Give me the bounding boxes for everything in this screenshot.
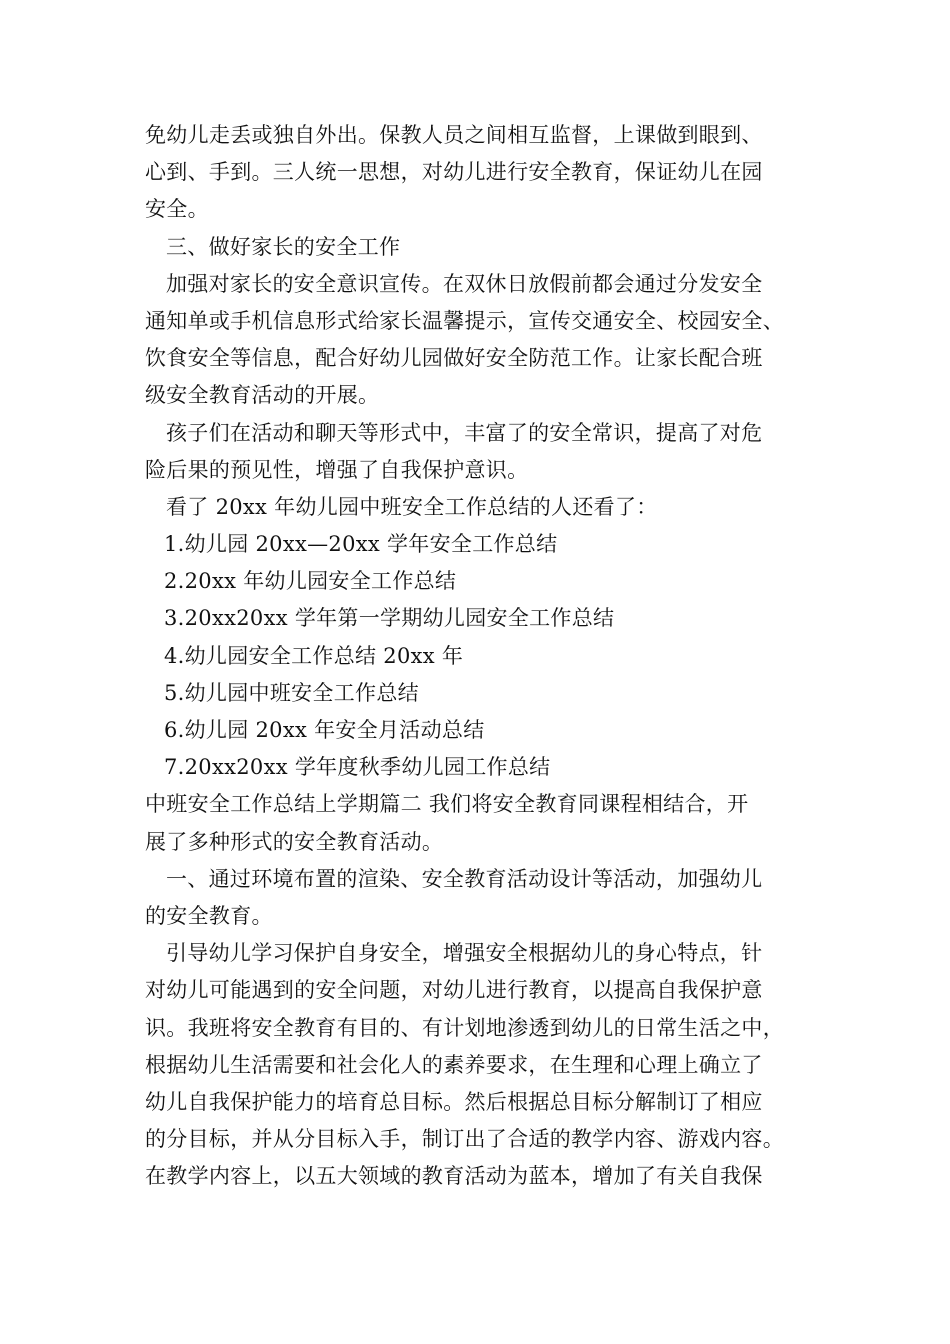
related-link: 5.幼儿园中班安全工作总结 [164, 680, 419, 705]
paragraph-line: 饮食安全等信息，配合好幼儿园做好安全防范工作。让家长配合班 [145, 346, 763, 371]
paragraph-line: 免幼儿走丢或独自外出。保教人员之间相互监督，上课做到眼到、 [145, 123, 763, 147]
paragraph-line: 安全。 [145, 197, 209, 222]
related-link: 2.20xx 年幼儿园安全工作总结 [164, 569, 457, 594]
paragraph-line: 的分目标，并从分目标入手，制订出了合适的教学内容、游戏内容。 [145, 1127, 784, 1152]
paragraph-line: 根据幼儿生活需要和社会化人的素养要求，在生理和心理上确立了 [145, 1052, 763, 1077]
related-link: 6.幼儿园 20xx 年安全月活动总结 [164, 718, 485, 742]
paragraph-line: 识。我班将安全教育有目的、有计划地渗透到幼儿的日常生活之中， [145, 1015, 784, 1040]
paragraph-line: 对幼儿可能遇到的安全问题，对幼儿进行教育，以提高自我保护意 [145, 978, 763, 1003]
section-heading: 一、通过环境布置的渲染、安全教育活动设计等活动，加强幼儿 [166, 866, 763, 891]
paragraph-line: 幼儿自我保护能力的培育总目标。然后根据总目标分解制订了相应 [145, 1089, 763, 1114]
related-link: 3.20xx20xx 学年第一学期幼儿园安全工作总结 [164, 606, 615, 631]
section-title-line: 中班安全工作总结上学期篇二 我们将安全教育同课程相结合，开 [145, 792, 749, 817]
paragraph-line: 心到、手到。三人统一思想，对幼儿进行安全教育，保证幼儿在园 [145, 160, 763, 185]
section-heading: 三、做好家长的安全工作 [166, 234, 401, 259]
paragraph-line: 孩子们在活动和聊天等形式中，丰富了的安全常识，提高了对危 [166, 420, 763, 445]
paragraph-line: 展了多种形式的安全教育活动。 [145, 829, 444, 854]
related-link: 7.20xx20xx 学年度秋季幼儿园工作总结 [164, 755, 551, 780]
paragraph-line: 在教学内容上，以五大领域的教育活动为蓝本，增加了有关自我保 [145, 1164, 763, 1189]
document-body [145, 117, 835, 1195]
paragraph-line: 险后果的预见性，增强了自我保护意识。 [145, 457, 529, 482]
paragraph-line: 的安全教育。 [145, 903, 273, 928]
related-link: 4.幼儿园安全工作总结 20xx 年 [164, 643, 464, 668]
related-link: 1.幼儿园 20xx—20xx 学年安全工作总结 [164, 532, 558, 557]
paragraph-line: 加强对家长的安全意识宣传。在双休日放假前都会通过分发安全 [166, 271, 763, 296]
paragraph-line: 级安全教育活动的开展。 [145, 383, 380, 408]
related-heading: 看了 20xx 年幼儿园中班安全工作总结的人还看了： [166, 494, 658, 519]
paragraph-line: 通知单或手机信息形式给家长温馨提示，宣传交通安全、校园安全、 [145, 308, 784, 333]
paragraph-line: 引导幼儿学习保护自身安全，增强安全根据幼儿的身心特点，针 [166, 941, 763, 966]
